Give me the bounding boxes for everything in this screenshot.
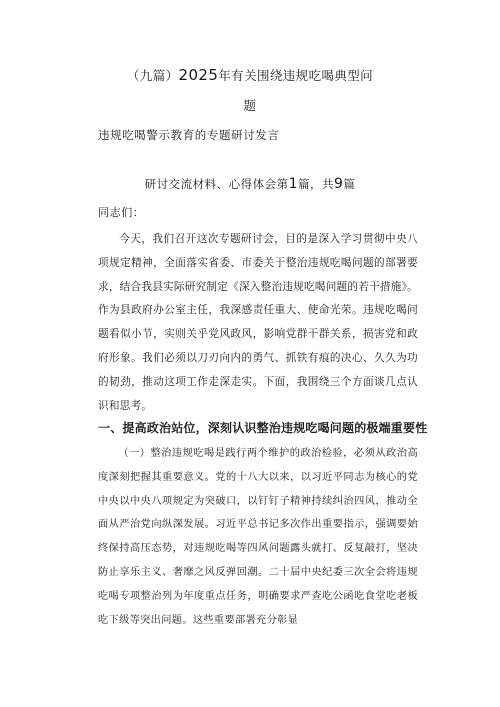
series-mid: 篇，共 [298, 177, 334, 191]
paragraph-intro: 今天，我们召开这次专题研讨会，目的是深入学习贯彻中央八项规定精神，全面落实省委、市委关于整治违规吃喝问题的部署要求，结合我县实际研究制定《深入整治违规吃喝问题的若干措施》。作为县政府办公室主任，我深感责任重大、使命光荣。违规吃喝问题看似小节，实则关乎党风政风，影响党群干群关系，损害党和政府形象。我们必须以刀刃向内的勇气、抓铁有痕的决心、久久为功的韧劲，推动这项工作走深走实。下面，我围绕三个方面谈几点认识和思考。 [98, 233, 419, 412]
title-year: 2025 [178, 66, 219, 84]
series-number: 1 [288, 176, 298, 192]
title-prefix: （九篇） [126, 68, 179, 83]
salutation: 同志们： [98, 206, 145, 219]
series-line [0, 176, 500, 192]
document-subtitle: 违规吃喝警示教育的专题研讨发言 [98, 128, 280, 142]
document-title-continued: 题 [243, 98, 257, 113]
paragraph-section-1-1: （一）整治违规吃喝是践行两个维护的政治检验，必须从政治高度深刻把握其重要意义。党的十八大以来，以习近平同志为核心的党中央以中央八项规定为突破口，以钉钉子精神持续纠治四风，推动全面从严治党向纵深发展。习近平总书记多次作出重要指示，强调要始终保持高压态势，对违规吃喝等四风问题露头就打、反复敲打，坚决防止享乐主义、奢靡之风反弹回潮。二十届中央纪委三次全会将违规吃喝专项整治列为年度重点任务，明确要求严查吃公函吃食堂吃老板吃下级等突出问题。这些重要部署充分彰显 [98, 448, 418, 626]
series-prefix: 研讨交流材料、心得体会第 [144, 177, 289, 191]
section-heading-1: 一、提高政治站位，深刻认识整治违规吃喝问题的极端重要性 [98, 421, 428, 435]
document-title [0, 66, 500, 84]
series-suffix: 篇 [343, 177, 356, 191]
title-rest: 年有关围绕违规吃喝典型问 [218, 68, 374, 83]
series-total: 9 [334, 176, 344, 192]
